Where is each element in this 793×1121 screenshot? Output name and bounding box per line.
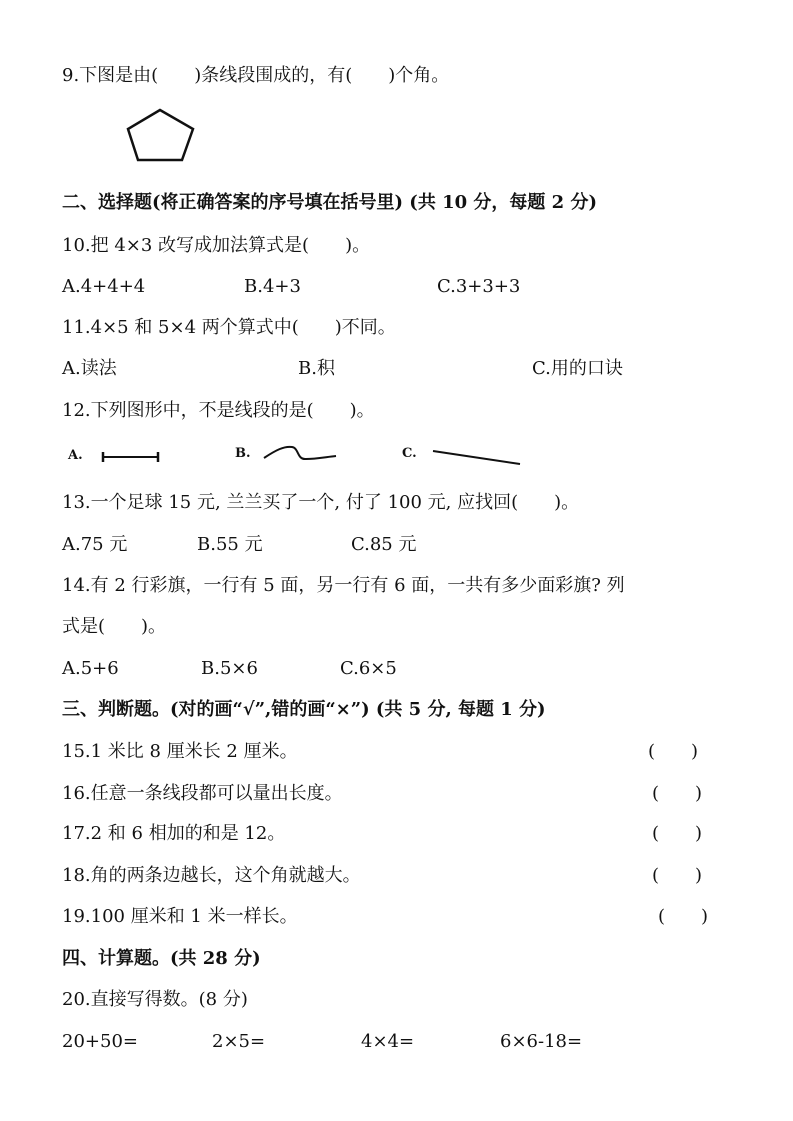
q10-option-a: A.4+4+4 xyxy=(62,276,146,297)
q14-option-c: C.6×5 xyxy=(340,658,397,679)
judge-item-16: 16.任意一条线段都可以量出长度。 xyxy=(62,783,343,804)
q11-option-a: A.读法 xyxy=(62,358,117,379)
q12-option-b-label: B. xyxy=(235,446,251,461)
answer-parentheses: ( ) xyxy=(648,741,699,762)
section-3-title: 三、判断题。(对的画“√”,错的画“×”) (共 5 分, 每题 1 分) xyxy=(62,699,546,720)
calc-item: 20+50= xyxy=(62,1031,138,1052)
ray-figure xyxy=(430,446,525,468)
judge-item-19: 19.100 厘米和 1 米一样长。 xyxy=(62,906,298,927)
answer-parentheses: ( ) xyxy=(652,783,703,804)
q12-option-c-label: C. xyxy=(402,446,417,461)
q13-option-c: C.85 元 xyxy=(351,534,417,555)
question-10: 10.把 4×3 改写成加法算式是( )。 xyxy=(62,235,371,256)
calc-item: 2×5= xyxy=(212,1031,266,1052)
section-2-title: 二、选择题(将正确答案的序号填在括号里) (共 10 分，每题 2 分) xyxy=(62,192,597,213)
judge-item-18: 18.角的两条边越长，这个角就越大。 xyxy=(62,865,361,886)
q11-option-b: B.积 xyxy=(298,358,335,379)
curved-line-figure xyxy=(262,440,340,464)
answer-parentheses: ( ) xyxy=(652,823,703,844)
question-20: 20.直接写得数。(8 分) xyxy=(62,989,248,1010)
question-13: 13.一个足球 15 元, 兰兰买了一个, 付了 100 元, 应找回( )。 xyxy=(62,492,580,513)
question-14-line-1: 14.有 2 行彩旗，一行有 5 面，另一行有 6 面，一共有多少面彩旗? 列 xyxy=(62,575,625,596)
section-4-title: 四、计算题。(共 28 分) xyxy=(62,948,261,969)
q12-option-a-label: A. xyxy=(68,448,83,463)
question-9: 9.下图是由( )条线段围成的，有( )个角。 xyxy=(62,65,450,86)
q10-option-b: B.4+3 xyxy=(244,276,301,297)
line-segment-figure xyxy=(100,450,162,464)
answer-parentheses: ( ) xyxy=(658,906,709,927)
judge-item-17: 17.2 和 6 相加的和是 12。 xyxy=(62,823,286,844)
q14-option-b: B.5×6 xyxy=(201,658,258,679)
q11-option-c: C.用的口诀 xyxy=(532,358,623,379)
question-14-line-2: 式是( )。 xyxy=(62,616,167,637)
q13-option-a: A.75 元 xyxy=(62,534,128,555)
pentagon-figure xyxy=(126,107,196,163)
calc-item: 6×6-18= xyxy=(500,1031,583,1052)
q10-option-c: C.3+3+3 xyxy=(437,276,521,297)
judge-item-15: 15.1 米比 8 厘米长 2 厘米。 xyxy=(62,741,298,762)
question-11: 11.4×5 和 5×4 两个算式中( )不同。 xyxy=(62,317,396,338)
calc-item: 4×4= xyxy=(361,1031,415,1052)
q13-option-b: B.55 元 xyxy=(197,534,263,555)
answer-parentheses: ( ) xyxy=(652,865,703,886)
q14-option-a: A.5+6 xyxy=(62,658,119,679)
question-12: 12.下列图形中，不是线段的是( )。 xyxy=(62,400,375,421)
